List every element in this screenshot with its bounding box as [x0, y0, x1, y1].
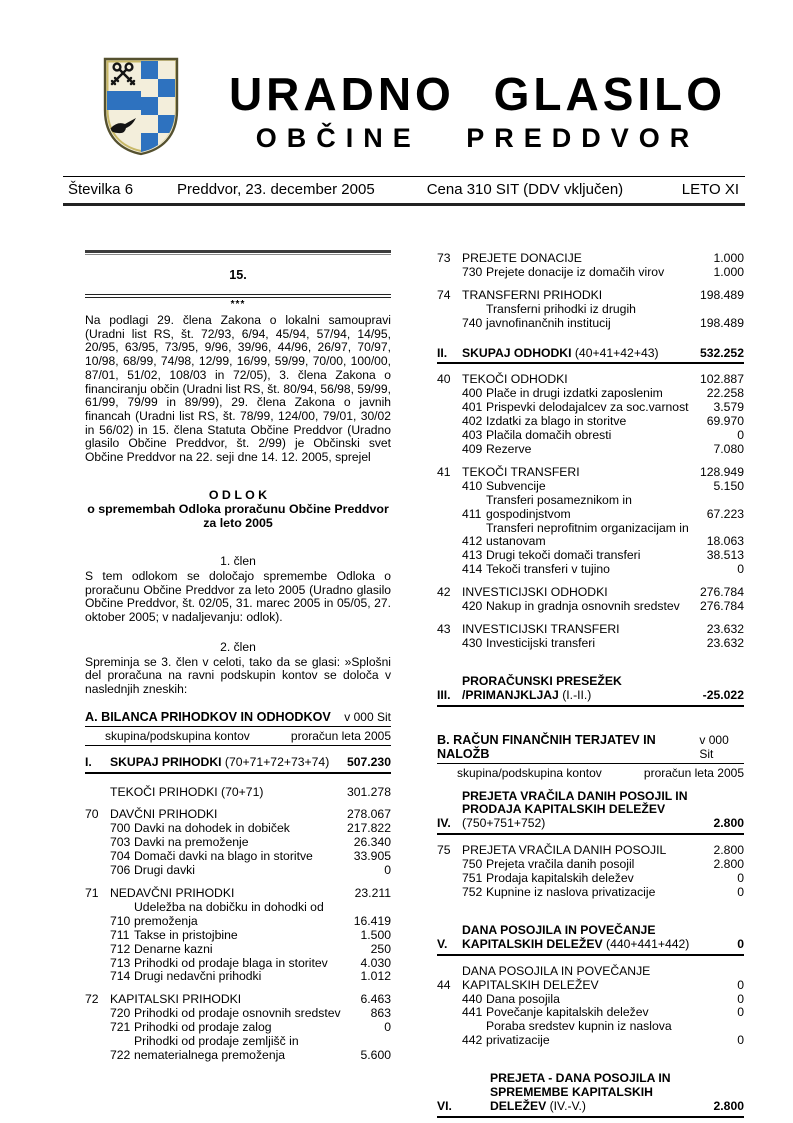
clause2-text: Spreminja se 3. člen v celoti, tako da se glasi: »Splošni del proračuna na ravni podskupin kontov se določa v naslednjih zneskih:	[85, 654, 391, 696]
row-label: PREJETE DONACIJE	[462, 251, 582, 265]
table-row	[85, 1021, 391, 1035]
row-value: 276.784	[699, 585, 744, 600]
table-row	[85, 970, 391, 984]
article-number: 15.	[229, 268, 247, 282]
table-row	[437, 623, 744, 637]
table-row	[85, 901, 391, 929]
table-row	[437, 373, 744, 387]
table-row	[437, 872, 744, 886]
row-label: Povečanje kapitalskih deležev	[486, 1005, 649, 1020]
table-row	[85, 1035, 391, 1063]
row-value: 67.223	[706, 506, 744, 521]
row-label: Poraba sredstev kupnin iz naslova privatizacije	[486, 1019, 672, 1048]
row-value: 1.000	[713, 251, 744, 265]
table-row	[85, 822, 391, 836]
row-subaccount-code: 703	[110, 835, 131, 850]
row-subaccount-code: 712	[110, 941, 131, 956]
masthead	[205, 70, 750, 153]
row-subaccount-code: 420	[462, 599, 483, 614]
row-label-text: SKUPAJ ODHODKI	[462, 345, 572, 360]
row-subaccount-code: 711	[110, 927, 130, 942]
table-row	[85, 850, 391, 864]
gazette-subtitle: OBČINE PREDDVOR	[255, 123, 700, 153]
row-subaccount-code: 411	[462, 506, 482, 521]
row-value: 1.500	[360, 927, 391, 942]
row-value: 217.822	[346, 821, 391, 836]
table-row	[437, 586, 744, 600]
table-a-col2: proračun leta 2005	[290, 728, 391, 743]
row-value: 0	[384, 1020, 391, 1035]
table-row	[437, 858, 744, 872]
table-row	[85, 864, 391, 878]
row-value: 1.012	[360, 969, 391, 984]
decree-title-line1: O D L O K	[208, 487, 268, 502]
table-a-title: A. BILANCA PRIHODKOV IN ODHODKOV	[85, 709, 331, 724]
row-formula: (I.-II.)	[562, 687, 592, 702]
row-label-text: PREJETA - DANA POSOJILA IN SPREMEMBE KAPITALSKIH DELEŽEV	[490, 1071, 671, 1113]
issue-info-bar	[63, 176, 745, 206]
row-value: 2.800	[713, 843, 744, 858]
row-label: Nakup in gradnja osnovnih sredstev	[486, 599, 680, 614]
row-group-code: 40	[437, 372, 451, 387]
row-label: Drugi davki	[134, 863, 195, 878]
row-label: DAVČNI PRIHODKI	[110, 807, 218, 822]
table-row	[437, 252, 744, 266]
row-label	[462, 1072, 714, 1114]
row-label: Prejete donacije iz domačih virov	[486, 264, 665, 279]
table-row	[437, 549, 744, 563]
row-roman-numeral: II.	[437, 345, 448, 360]
table-a-unit: v 000 Sit	[344, 709, 391, 724]
row-label: Denarne kazni	[134, 941, 213, 956]
row-label: Prihodki od prodaje zemljišč in nematerialnega premoženja	[134, 1034, 299, 1062]
row-value: 198.489	[699, 287, 744, 302]
row-value: 26.340	[353, 835, 391, 850]
row-label: Investicijski transferi	[486, 635, 596, 650]
stars-separator: ***	[230, 299, 246, 310]
row-label: PREJETA VRAČILA DANIH POSOJIL	[462, 843, 667, 858]
row-label: Davki na dohodek in dobiček	[134, 821, 290, 836]
row-group-code: 74	[437, 287, 451, 302]
row-value: 0	[737, 885, 744, 899]
row-value: 2.800	[713, 816, 744, 831]
row-value: 0	[737, 977, 744, 992]
row-group-code: 72	[85, 992, 99, 1007]
row-value: 507.230	[346, 754, 391, 769]
row-formula: (IV.-V.)	[549, 1098, 586, 1113]
table-b-title-row	[437, 733, 744, 764]
table-row	[437, 844, 744, 858]
row-value: 18.063	[706, 534, 744, 549]
row-group-code: 44	[437, 977, 451, 992]
row-subaccount-code: 720	[110, 1006, 131, 1021]
row-label: TRANSFERNI PRIHODKI	[462, 287, 603, 302]
year-label: LETO XI	[681, 181, 739, 198]
table-b-col2: proračun leta 2005	[643, 765, 744, 780]
row-label: Tekoči transferi v tujino	[486, 562, 610, 577]
row-value: 3.579	[713, 400, 744, 415]
legal-preamble: Na podlagi 29. člena Zakona o lokalni samoupravi (Uradni list RS, št. 72/93, 6/94, 45/94, 57/94, 14/95, 20/95, 63/95, 73/95, 9/96, 39/96, 44/96, 26/97, 70/97, 10/98, 68/99, 74/98, 12/99, 16/99, 59/99, 70/00, 100/00, 87/01, 51/02, 108/03 in 72/05), 3. člena Zakona o financiranju občin (Uradni list RS, št. 80/94, 56/98, 59/99, 61/99, 79/99 in 89/99), 29. člena Zakona o javnih financah (Uradni list RS, št. 78/99, 124/00, 79/01, 30/02 in 56/02) in 15. člena Statuta Občine Preddvor (Uradno glasilo Občine Preddvor, št. 2/99) je Občinski svet Občine Preddvor na 22. seji dne 14. 12. 2005, sprejel	[85, 313, 391, 465]
row-label: Drugi tekoči domači transferi	[486, 548, 641, 563]
row-label: Izdatki za blago in storitve	[486, 414, 627, 429]
row-value: 0	[737, 871, 744, 886]
row-label: NEDAVČNI PRIHODKI	[110, 886, 235, 901]
table-b-unit: v 000 Sit	[699, 732, 729, 761]
row-label: Kupnine iz naslova privatizacije	[486, 885, 656, 899]
table-b-subheader	[437, 764, 744, 782]
row-label	[462, 790, 714, 832]
row-subaccount-code: 430	[462, 635, 483, 650]
row-subaccount-code: 740	[462, 315, 483, 330]
row-subaccount-code: 410	[462, 478, 483, 493]
table-row	[437, 415, 744, 429]
table-row	[437, 675, 744, 707]
table-row	[437, 1006, 744, 1020]
table-row	[437, 1072, 744, 1118]
row-value: -25.022	[702, 687, 744, 702]
row-label: Davki na premoženje	[134, 835, 249, 850]
decree-title	[85, 488, 391, 531]
row-label: INVESTICIJSKI TRANSFERI	[462, 621, 620, 636]
row-subaccount-code: 700	[110, 821, 131, 836]
row-value: 0	[737, 1033, 744, 1048]
table-b-title: B. RAČUN FINANČNIH TERJATEV IN NALOŽB	[437, 732, 656, 761]
table-row	[437, 347, 744, 365]
table-row	[437, 637, 744, 651]
row-subaccount-code: 413	[462, 548, 483, 563]
clause1-heading: 1. člen	[220, 554, 256, 569]
row-subaccount-code: 403	[462, 428, 483, 443]
row-subaccount-code: 721	[110, 1020, 131, 1035]
price: Cena 310 SIT (DDV vključen)	[426, 181, 624, 198]
row-subaccount-code: 704	[110, 849, 131, 864]
row-label-text: PRORAČUNSKI PRESEŽEK /PRIMANJKLJAJ	[462, 673, 622, 702]
municipality-coat-of-arms-icon	[99, 52, 183, 158]
row-group-code: 73	[437, 251, 451, 265]
row-label: Prihodki od prodaje osnovnih sredstev	[134, 1006, 341, 1021]
row-label-text: SKUPAJ PRIHODKI	[110, 754, 222, 769]
row-subaccount-code: 714	[110, 969, 131, 984]
table-a-rows-left	[85, 756, 391, 1063]
table-a-col1: skupina/podskupina kontov	[105, 728, 250, 743]
row-value: 7.080	[713, 441, 744, 456]
row-label: TEKOČI PRIHODKI (70+71)	[110, 784, 264, 799]
row-group-code: 43	[437, 621, 451, 636]
clause1-text: S tem odlokom se določajo spremembe Odloka o proračunu Občine Preddvor za leto 2005 (Uradno glasilo Občine Preddvor, št. 02/05, 31. marec 2005 in 05/05, 27. oktober 2005; v nadaljevanju: odlok).	[85, 569, 391, 625]
row-roman-numeral: IV.	[437, 816, 451, 831]
row-value: 250	[370, 941, 391, 956]
row-value: 0	[737, 991, 744, 1006]
table-row	[437, 563, 744, 577]
row-label	[110, 756, 347, 770]
table-a-header	[85, 710, 391, 746]
row-value: 102.887	[699, 372, 744, 387]
table-a-subheader	[85, 727, 391, 746]
row-value: 2.800	[713, 1098, 744, 1113]
row-label: Prodaja kapitalskih deležev	[486, 871, 634, 886]
row-value: 301.278	[346, 784, 391, 799]
issue-number: Številka 6	[68, 181, 134, 198]
row-formula: (750+751+752)	[462, 816, 546, 831]
row-value: 198.489	[699, 315, 744, 330]
row-label: Transferi posameznikom in gospodinjstvom	[486, 492, 632, 521]
table-row	[437, 303, 744, 331]
table-row	[437, 289, 744, 303]
row-formula: (440+441+442)	[606, 936, 690, 951]
table-row	[437, 480, 744, 494]
row-value: 863	[370, 1006, 391, 1021]
table-row	[85, 943, 391, 957]
gazette-title: URADNO GLASILO	[228, 68, 727, 120]
row-subaccount-code: 730	[462, 264, 483, 279]
row-label: Plačila domačih obresti	[486, 428, 612, 443]
row-label: Udeležba na dobičku in dohodki od premoženja	[134, 899, 324, 928]
table-row	[437, 886, 744, 900]
row-value: 278.067	[346, 807, 391, 822]
row-label: Prejeta vračila danih posojil	[486, 857, 635, 872]
table-row	[437, 266, 744, 280]
row-value: 0	[737, 1005, 744, 1020]
table-row	[85, 836, 391, 850]
table-row	[437, 993, 744, 1007]
row-label: TEKOČI ODHODKI	[462, 372, 568, 387]
row-subaccount-code: 414	[462, 562, 483, 577]
table-row	[437, 429, 744, 443]
row-label: Rezerve	[486, 441, 532, 456]
row-value: 23.632	[706, 635, 744, 650]
table-row	[437, 466, 744, 480]
place-and-date: Preddvor, 23. december 2005	[177, 181, 375, 198]
row-value: 4.030	[360, 955, 391, 970]
row-label: Subvencije	[486, 478, 546, 493]
row-label: Prihodki od prodaje blaga in storitev	[134, 955, 328, 970]
table-row	[437, 790, 744, 836]
row-label	[462, 924, 737, 952]
row-label: Plače in drugi izdatki zaposlenim	[486, 386, 663, 401]
row-subaccount-code: 752	[462, 885, 483, 899]
row-value: 0	[737, 562, 744, 577]
row-value: 38.513	[706, 548, 744, 563]
table-row	[437, 522, 744, 550]
row-value: 0	[737, 428, 744, 443]
row-group-code: 70	[85, 807, 99, 822]
row-roman-numeral: I.	[85, 754, 92, 769]
table-row	[85, 1007, 391, 1021]
table-b-col1: skupina/podskupina kontov	[457, 765, 602, 780]
row-formula: (70+71+72+73+74)	[224, 754, 330, 769]
row-label: INVESTICIJSKI ODHODKI	[462, 585, 608, 600]
row-group-code: 41	[437, 464, 451, 479]
row-subaccount-code: 409	[462, 441, 483, 456]
row-label: Takse in pristojbine	[134, 927, 238, 942]
table-row	[85, 993, 391, 1007]
table-row	[437, 1020, 744, 1048]
row-group-code: 42	[437, 585, 451, 600]
row-subaccount-code: 440	[462, 991, 483, 1006]
row-subaccount-code: 402	[462, 414, 483, 429]
row-label: KAPITALSKI PRIHODKI	[110, 992, 242, 1007]
table-b-rows	[437, 790, 744, 1118]
row-label: Prihodki od prodaje zalog	[134, 1020, 272, 1035]
row-subaccount-code: 751	[462, 871, 483, 886]
table-row	[85, 887, 391, 901]
row-value: 5.150	[713, 478, 744, 493]
table-row	[437, 965, 744, 993]
table-row	[85, 808, 391, 822]
table-b-header	[437, 733, 744, 782]
row-label-text: DANA POSOJILA IN POVEČANJE KAPITALSKIH DELEŽEV	[462, 922, 656, 951]
row-value: 0	[737, 936, 744, 951]
row-value: 276.784	[699, 599, 744, 614]
row-value: 69.970	[706, 414, 744, 429]
table-row	[437, 401, 744, 415]
row-value: 22.258	[706, 386, 744, 401]
row-label: TEKOČI TRANSFERI	[462, 464, 580, 479]
row-subaccount-code: 706	[110, 863, 131, 878]
row-value: 2.800	[713, 857, 744, 872]
table-row	[437, 494, 744, 522]
row-value: 0	[384, 863, 391, 878]
right-column	[437, 250, 744, 1118]
row-value: 1.000	[713, 264, 744, 279]
row-label-text: PREJETA VRAČILA DANIH POSOJIL IN PRODAJA KAPITALSKIH DELEŽEV	[462, 788, 688, 817]
row-subaccount-code: 442	[462, 1033, 483, 1048]
row-subaccount-code: 441	[462, 1005, 483, 1020]
left-column	[85, 250, 391, 1063]
row-label: Dana posojila	[486, 991, 560, 1006]
table-row	[437, 600, 744, 614]
row-value: 23.211	[354, 886, 391, 901]
decree-title-line3: za leto 2005	[203, 516, 273, 531]
row-subaccount-code: 400	[462, 386, 483, 401]
row-group-code: 71	[85, 886, 99, 901]
table-row	[85, 929, 391, 943]
section-divider-top	[85, 250, 391, 255]
row-label: Transferni prihodki iz drugih javnofinančnih institucij	[486, 301, 636, 330]
row-subaccount-code: 412	[462, 534, 483, 549]
row-value: 23.632	[706, 621, 744, 636]
row-value: 5.600	[360, 1047, 391, 1062]
row-subaccount-code: 713	[110, 955, 131, 970]
row-value: 16.419	[353, 913, 391, 928]
row-label	[462, 347, 700, 361]
row-subaccount-code: 710	[110, 913, 131, 928]
row-group-code: 75	[437, 843, 451, 858]
row-roman-numeral: III.	[437, 687, 451, 702]
row-roman-numeral: VI.	[437, 1098, 452, 1113]
table-row	[437, 443, 744, 457]
decree-title-line2: o spremembah Odloka proračunu Občine Preddvor	[87, 501, 389, 516]
table-row	[437, 924, 744, 956]
row-value: 532.252	[699, 345, 744, 360]
row-subaccount-code: 401	[462, 400, 483, 415]
table-row	[85, 756, 391, 774]
row-label: Drugi nedavčni prihodki	[134, 969, 262, 984]
row-subaccount-code: 722	[110, 1047, 131, 1062]
table-row	[85, 786, 391, 800]
row-value: 6.463	[360, 992, 391, 1007]
clause2-heading: 2. člen	[220, 639, 256, 654]
row-value: 33.905	[353, 849, 391, 864]
row-roman-numeral: V.	[437, 936, 448, 951]
row-label: Prispevki delodajalcev za soc.varnost	[486, 400, 689, 415]
table-row	[437, 387, 744, 401]
row-label: DANA POSOJILA IN POVEČANJE KAPITALSKIH DELEŽEV	[462, 963, 651, 992]
section-divider	[85, 294, 391, 298]
row-label: Domači davki na blago in storitve	[134, 849, 313, 864]
table-a-rows-right	[437, 252, 744, 707]
row-value: 128.949	[699, 464, 744, 479]
row-label	[462, 675, 703, 703]
row-subaccount-code: 750	[462, 857, 483, 872]
row-label: Transferi neprofitnim organizacijam in ustanovam	[486, 520, 689, 549]
table-a-title-row	[85, 710, 391, 727]
table-row	[85, 957, 391, 971]
row-formula: (40+41+42+43)	[574, 345, 659, 360]
